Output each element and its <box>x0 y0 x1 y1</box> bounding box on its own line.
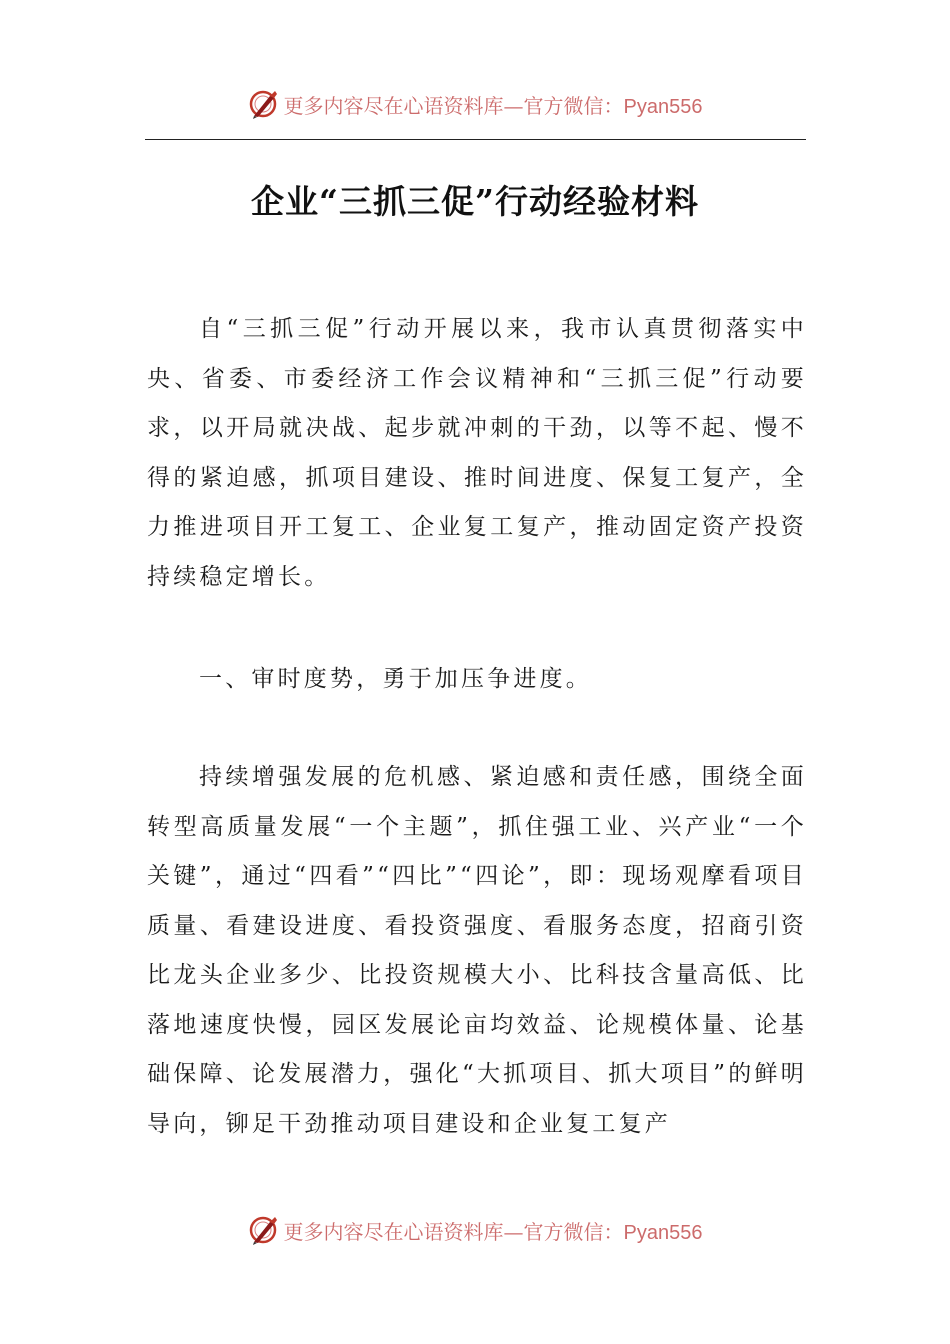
header-divider <box>145 139 806 140</box>
header-banner <box>0 84 950 124</box>
paragraph-intro: 自“三抓三促”行动开展以来，我市认真贯彻落实中央、省委、市委经济工作会议精神和“三抓三促”行动要求，以开局就决战、起步就冲刺的干劲，以等不起、慢不得的紧迫感，抓项目建设、推时间进度、保复工复产，全力推进项目开工复工、企业复工复产，推动固定资产投资持续稳定增长。 <box>147 316 807 590</box>
footer-wechat-id: Pyan556 <box>623 1221 703 1244</box>
header-banner-text: 更多内容尽在心语资料库—官方微信：Pyan556 <box>283 93 703 118</box>
pen-logo-icon <box>248 1214 280 1246</box>
header-wechat-id: Pyan556 <box>623 95 703 118</box>
pen-logo-icon <box>248 88 280 120</box>
section-heading-1: 一、审时度势，勇于加压争进度。 <box>199 666 592 692</box>
document-title: 企业“三抓三促”行动经验材料 <box>251 182 699 221</box>
footer-banner <box>0 1210 950 1250</box>
footer-banner-text: 更多内容尽在心语资料库—官方微信：Pyan556 <box>283 1219 703 1244</box>
paragraph-section-1: 持续增强发展的危机感、紧迫感和责任感，围绕全面转型高质量发展“一个主题”，抓住强工业、兴产业“一个关键”，通过“四看”“四比”“四论”，即：现场观摩看项目质量、看建设进度、看投资强度、看服务态度，招商引资比龙头企业多少、比投资规模大小、比科技含量高低、比落地速度快慢，园区发展论亩均效益、论规模体量、论基础保障、论发展潜力，强化“大抓项目、抓大项目”的鲜明导向，铆足干劲推动项目建设和企业复工复产 <box>147 764 807 1137</box>
